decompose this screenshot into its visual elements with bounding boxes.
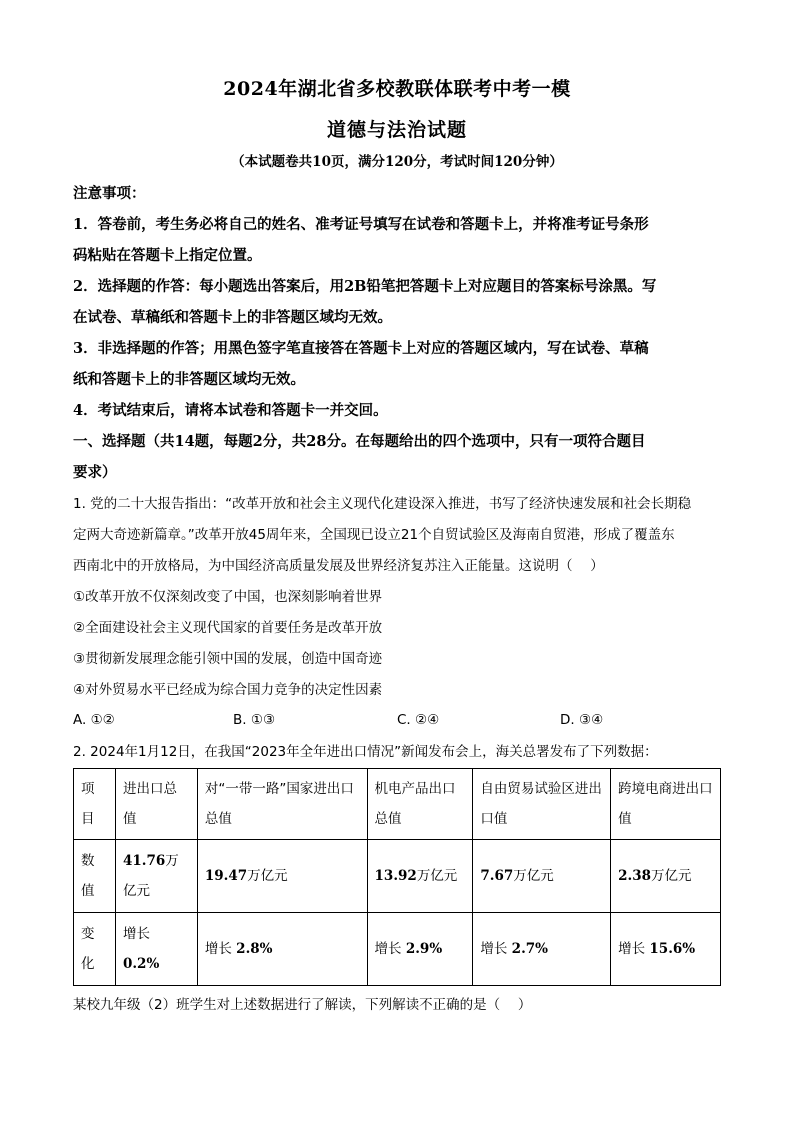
change-value: 15.6% (649, 941, 696, 957)
table-cell (115, 913, 197, 986)
exam-info: （本试题卷共10页，满分120分，考试时间120分钟） (231, 154, 563, 170)
value-unit: 万亿元 (513, 868, 554, 884)
table-cell: 项目 (74, 769, 116, 840)
exam-title: 2024年湖北省多校教联体联考中考一模 (223, 78, 571, 100)
table-cell (473, 840, 611, 913)
question-1-statement-3: ③贯彻新发展理念能引领中国的发展，创造中国奇迹 (73, 651, 383, 667)
value-unit: 万亿元 (247, 868, 288, 884)
table-cell (367, 840, 473, 913)
change-value: 2.8% (236, 941, 273, 957)
notice-heading: 注意事项： (73, 185, 146, 202)
change-prefix: 增长 (122, 926, 150, 942)
table-row-change (74, 913, 721, 986)
change-value: 0.2% (122, 956, 160, 972)
choice-a: A. ①② (73, 712, 115, 728)
question-1-line-2: 定两大奇迹新篇章。”改革开放45周年来，全国现已设立21个自贸试验区及海南自贸港，形成了覆盖东 (73, 527, 675, 543)
question-2-intro: 2. 2024年1月12日，在我国“2023年全年进出口情况”新闻发布会上，海关总署发布了下列数据： (73, 744, 658, 760)
table-cell: 跨境电商进出口值 (611, 769, 721, 840)
question-1-line-3: 西南北中的开放格局，为中国经济高质量发展及世界经济复苏注入正能量。这说明（ ） (73, 558, 604, 574)
table-cell (611, 840, 721, 913)
change-prefix: 增长 (480, 941, 508, 957)
change-prefix: 增长 (374, 941, 402, 957)
change-prefix: 增长 (204, 941, 232, 957)
table-cell (197, 840, 367, 913)
question-1-statement-2: ②全面建设社会主义现代国家的首要任务是改革开放 (73, 620, 383, 636)
section-1-title-line-1: 一、选择题（共14题，每题2分，共28分。在每题给出的四个选项中，只有一项符合题目 (73, 433, 646, 450)
section-1-title-line-2: 要求） (73, 464, 117, 481)
table-cell: 机电产品出口总值 (367, 769, 473, 840)
question-1-statement-1: ①改革开放不仅深刻改变了中国，也深刻影响着世界 (73, 589, 383, 605)
table-cell: 进出口总值 (115, 769, 197, 840)
subject-title: 道德与法治试题 (326, 119, 467, 141)
change-prefix: 增长 (618, 941, 646, 957)
notice-item-4: 4．考试结束后，请将本试卷和答题卡一并交回。 (73, 402, 388, 419)
value-unit: 万亿元 (416, 868, 458, 884)
table-cell: 对“一带一路”国家进出口总值 (197, 769, 367, 840)
choice-d: D. ③④ (560, 712, 604, 728)
question-2-prompt: 某校九年级（2）班学生对上述数据进行了解读，下列解读不正确的是（ ） (73, 997, 532, 1013)
question-1-choices (73, 707, 723, 738)
table-header-row (74, 769, 721, 840)
table-cell (473, 913, 611, 986)
value-number: 41.76 (122, 853, 166, 869)
change-value: 2.9% (405, 941, 443, 957)
table-cell: 自由贸易试验区进出口值 (473, 769, 611, 840)
value-number: 2.38 (618, 868, 651, 884)
value-number: 19.47 (204, 868, 248, 884)
choice-b: B. ①③ (233, 712, 276, 728)
notice-item-2-line-1: 2．选择题的作答：每小题选出答案后，用2B铅笔把答题卡上对应题目的答案标号涂黑。写 (73, 278, 657, 295)
change-value: 2.7% (511, 941, 548, 957)
notice-item-3-line-1: 3．非选择题的作答；用黑色签字笔直接答在答题卡上对应的答题区域内，写在试卷、草稿 (73, 340, 649, 357)
table-cell: 变化 (74, 913, 116, 986)
question-1-line-1: 1. 党的二十大报告指出：“改革开放和社会主义现代化建设深入推进，书写了经济快速发展和社会长期稳 (73, 496, 692, 512)
value-number: 13.92 (374, 868, 417, 884)
table-cell (367, 913, 473, 986)
question-1-statement-4: ④对外贸易水平已经成为综合国力竞争的决定性因素 (73, 682, 383, 698)
table-cell (611, 913, 721, 986)
notice-item-1-line-1: 1．答卷前，考生务必将自己的姓名、准考证号填写在试卷和答题卡上，并将准考证号条形 (73, 216, 649, 233)
trade-data-table (73, 768, 721, 986)
table-cell: 数值 (74, 840, 116, 913)
notice-item-3-line-2: 纸和答题卡上的非答题区域均无效。 (73, 371, 305, 388)
table-row-values (74, 840, 721, 913)
value-unit: 万亿元 (651, 868, 692, 884)
notice-item-1-line-2: 码粘贴在答题卡上指定位置。 (73, 247, 262, 264)
table-cell (197, 913, 367, 986)
notice-item-2-line-2: 在试卷、草稿纸和答题卡上的非答题区域均无效。 (73, 309, 392, 326)
table-cell (115, 840, 197, 913)
value-unit: 万亿元 (122, 853, 179, 899)
choice-c: C. ②④ (397, 712, 440, 728)
value-number: 7.67 (480, 868, 514, 884)
